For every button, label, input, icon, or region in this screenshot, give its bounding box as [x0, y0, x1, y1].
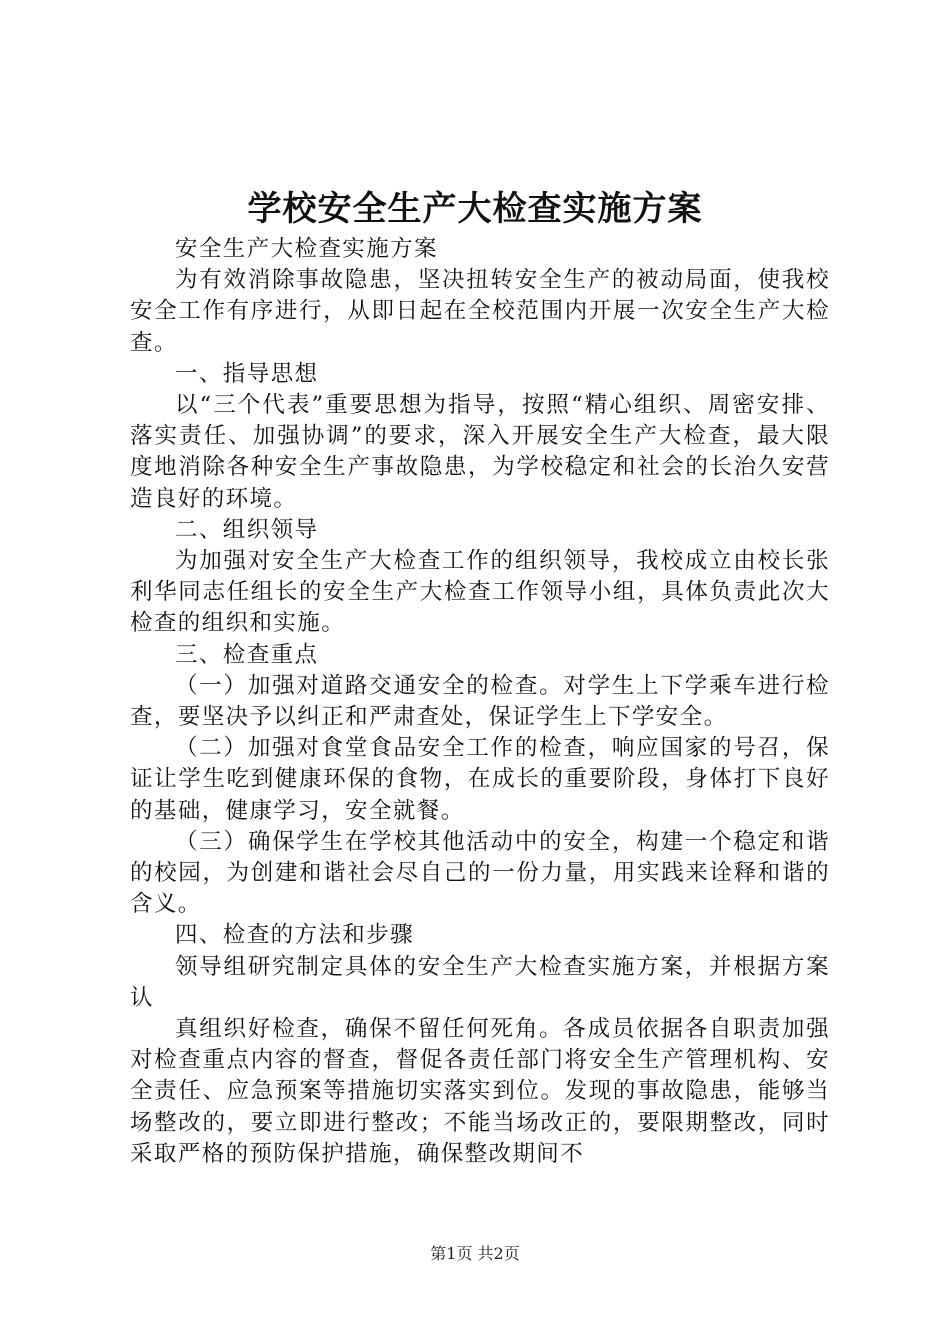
paragraph-organization: 为加强对安全生产大检查工作的组织领导，我校成立由校长张利华同志任组长的安全生产大检查工作领导小组，具体负责此次大检查的组织和实施。 — [130, 548, 830, 637]
paragraph-methods-2: 真组织好检查，确保不留任何死角。各成员依据各自职责加强对检查重点内容的督查，督促各责任部门将安全生产管理机构、安全责任、应急预案等措施切实落实到位。发现的事故隐患，能够当场整改的，要立即进行整改；不能当场改正的，要限期整改，同时采取严格的预防保护措施，确保整改期间不 — [130, 1016, 830, 1167]
paragraph-intro: 为有效消除事故隐患，坚决扭转安全生产的被动局面，使我校安全工作有序进行，从即日起在全校范围内开展一次安全生产大检查。 — [130, 267, 830, 356]
section-heading-inspection-focus: 三、检查重点 — [175, 641, 319, 668]
paragraph-focus-traffic: （一）加强对道路交通安全的检查。对学生上下学乘车进行检查，要坚决予以纠正和严肃查处，保证学生上下学安全。 — [130, 672, 830, 731]
paragraph-methods-1: 领导组研究制定具体的安全生产大检查实施方案，并根据方案认 — [130, 953, 830, 1011]
document-body — [130, 234, 830, 1170]
section-heading-methods: 四、检查的方法和步骤 — [175, 922, 415, 949]
paragraph-focus-food: （二）加强对食堂食品安全工作的检查，响应国家的号召，保证让学生吃到健康环保的食物，在成长的重要阶段，身体打下良好的基础，健康学习，安全就餐。 — [130, 735, 830, 824]
section-heading-guiding-ideology: 一、指导思想 — [175, 360, 319, 387]
section-heading-organization: 二、组织领导 — [175, 516, 319, 543]
document-title: 学校安全生产大检查实施方案 — [247, 189, 703, 229]
paragraph-focus-activities: （三）确保学生在学校其他活动中的安全，构建一个稳定和谐的校园，为创建和谐社会尽自己的一份力量，用实践来诠释和谐的含义。 — [130, 828, 830, 918]
paragraph-guiding-ideology: 以“三个代表”重要思想为指导，按照“精心组织、周密安排、落实责任、加强协调”的要求，深入开展安全生产大检查，最大限度地消除各种安全生产事故隐患，为学校稳定和社会的长治久安营造良好的环境。 — [130, 392, 830, 512]
page-number-footer: 第1页 共2页 — [430, 1244, 520, 1263]
paragraph-subtitle: 安全生产大检查实施方案 — [175, 236, 438, 262]
